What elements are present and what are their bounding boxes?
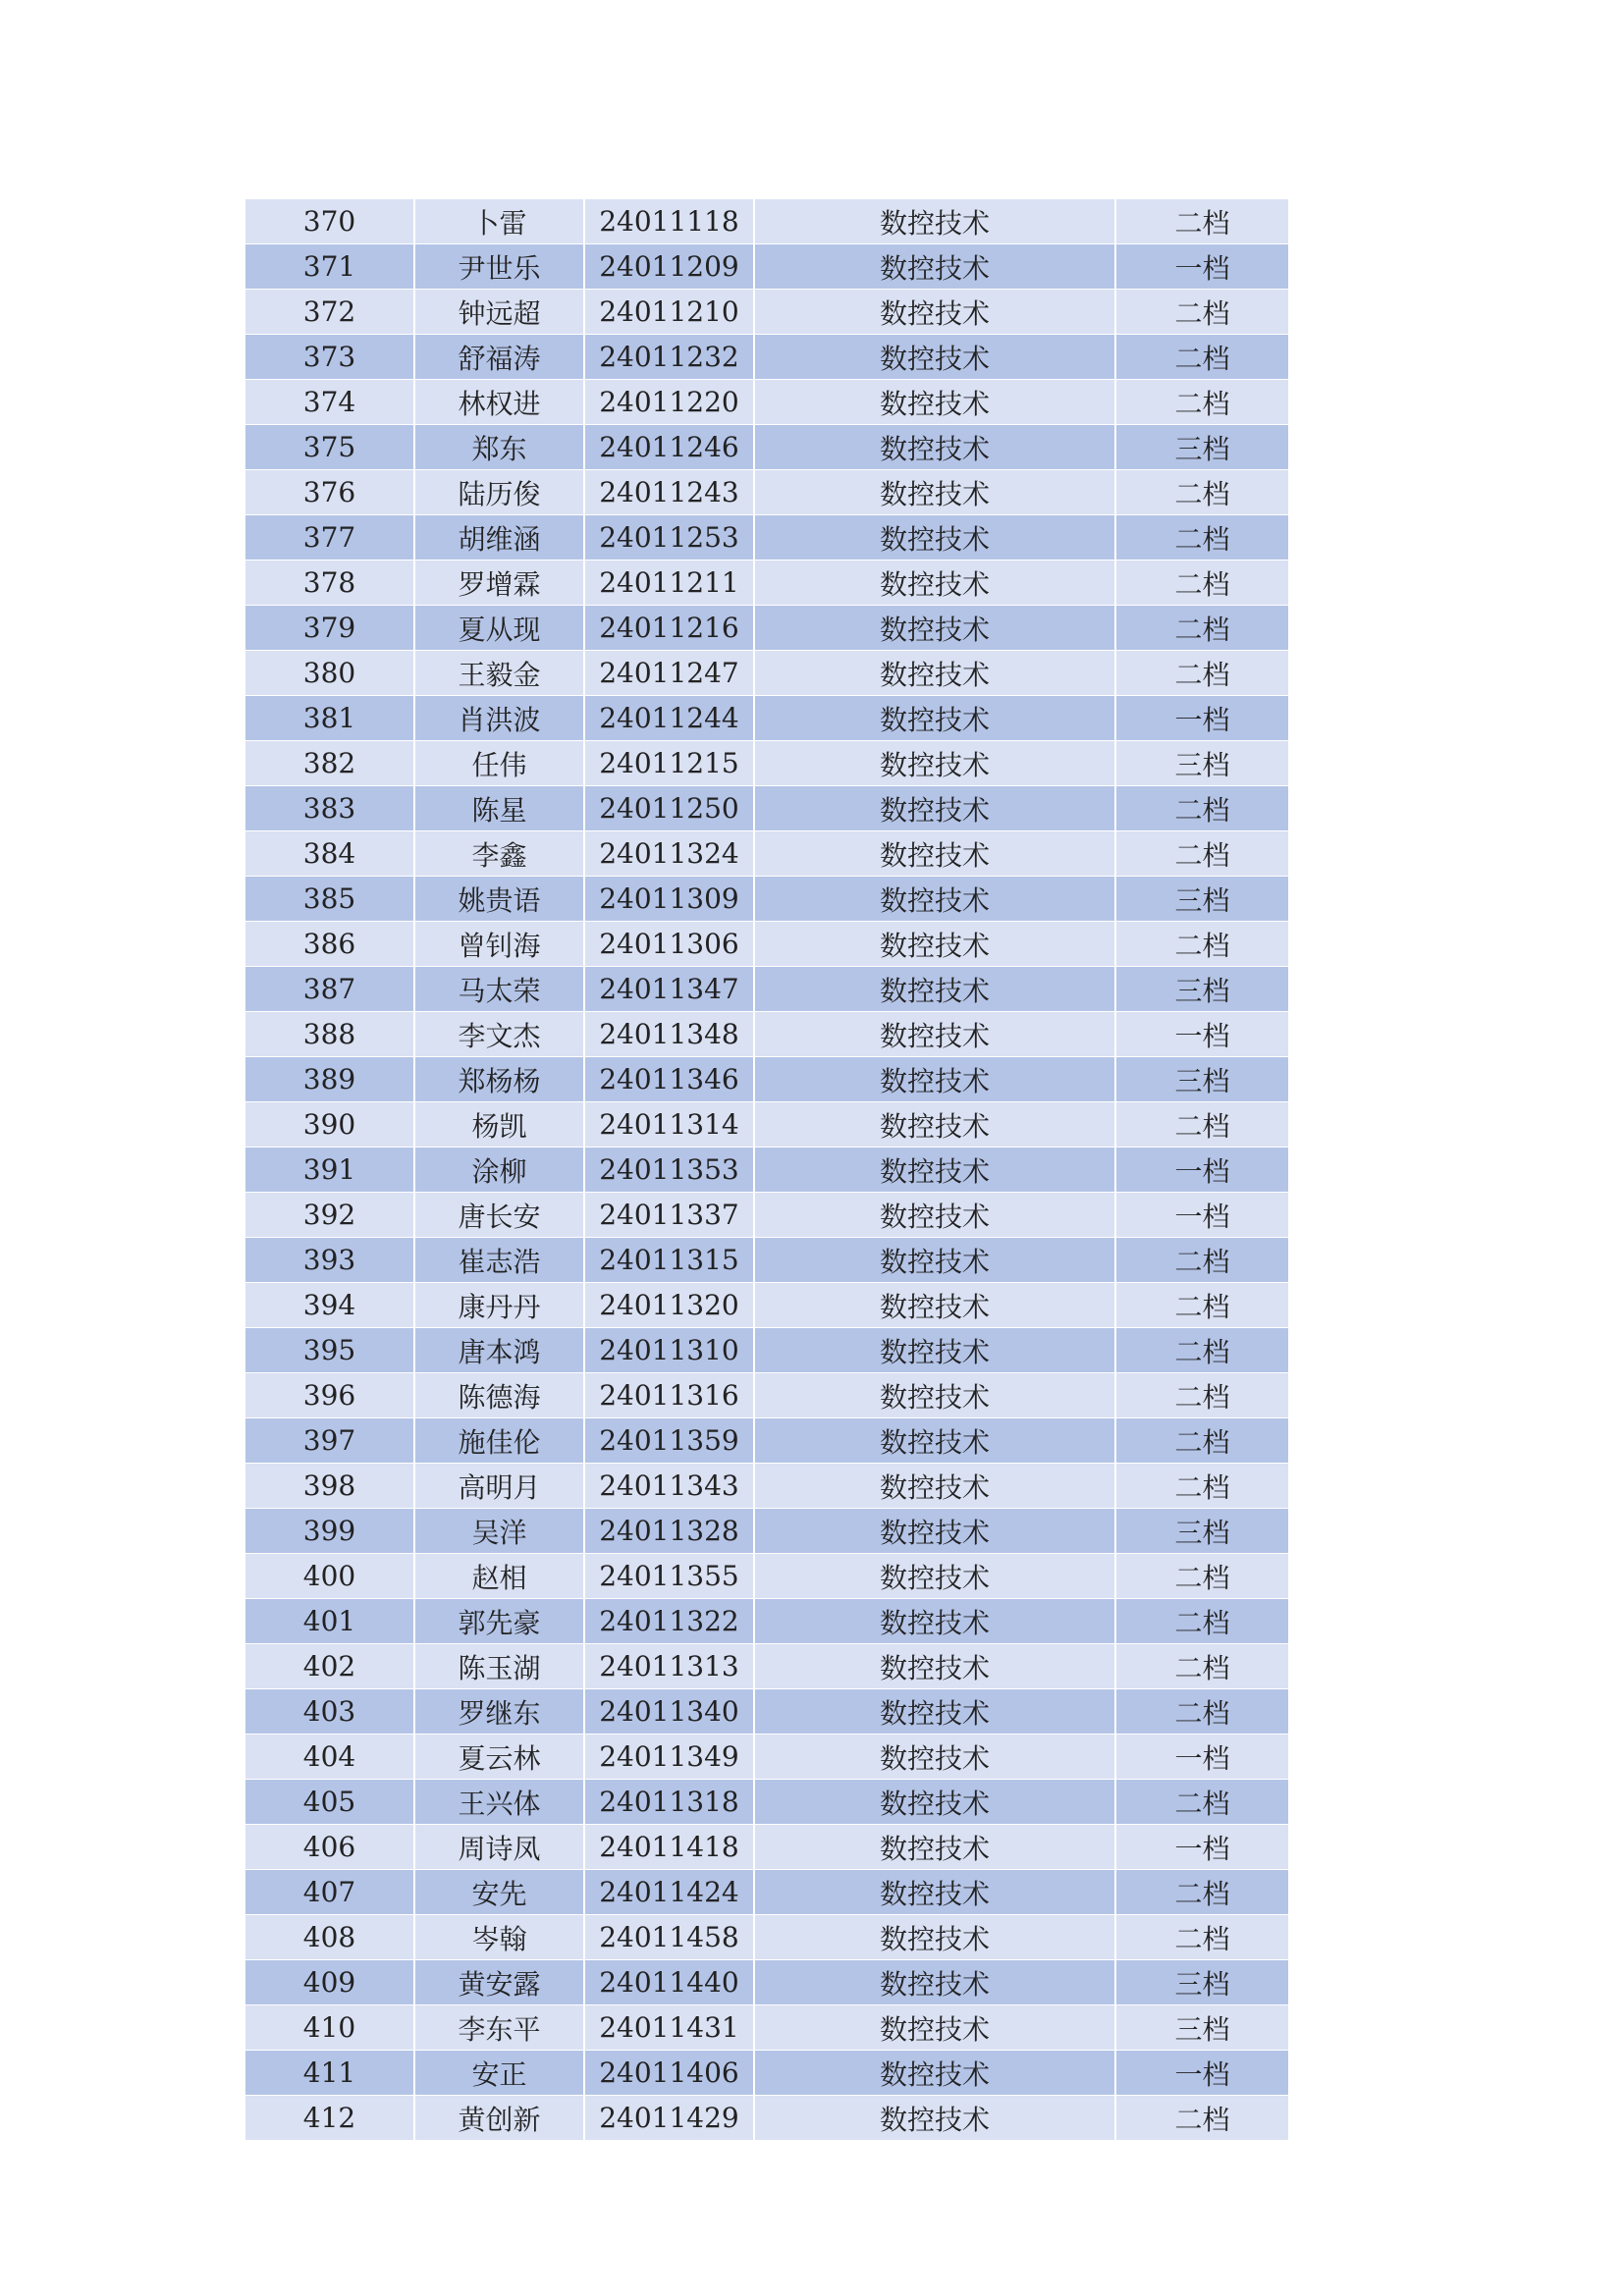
grade-cell: 三档	[1115, 2005, 1288, 2051]
table-row	[245, 561, 1288, 606]
name-cell: 康丹丹	[414, 1283, 584, 1328]
seq-cell: 394	[245, 1283, 414, 1328]
seq-cell: 387	[245, 967, 414, 1012]
seq-cell: 378	[245, 561, 414, 606]
name-cell: 岑翰	[414, 1915, 584, 1960]
table-row	[245, 199, 1288, 244]
name-cell: 曾钊海	[414, 922, 584, 967]
grade-cell: 一档	[1115, 1825, 1288, 1870]
student-id-cell: 24011232	[584, 335, 754, 380]
grade-cell: 二档	[1115, 380, 1288, 425]
table-row	[245, 380, 1288, 425]
table-row	[245, 1735, 1288, 1780]
grade-cell: 三档	[1115, 967, 1288, 1012]
grade-cell: 二档	[1115, 1464, 1288, 1509]
seq-cell: 392	[245, 1193, 414, 1238]
name-cell: 郑杨杨	[414, 1057, 584, 1102]
name-cell: 崔志浩	[414, 1238, 584, 1283]
student-id-cell: 24011347	[584, 967, 754, 1012]
table-row	[245, 244, 1288, 290]
name-cell: 郑东	[414, 425, 584, 470]
grade-cell: 三档	[1115, 425, 1288, 470]
grade-cell: 一档	[1115, 1193, 1288, 1238]
student-id-cell: 24011440	[584, 1960, 754, 2005]
student-id-cell: 24011220	[584, 380, 754, 425]
seq-cell: 379	[245, 606, 414, 651]
name-cell: 陈德海	[414, 1373, 584, 1418]
grade-cell: 三档	[1115, 1057, 1288, 1102]
name-cell: 吴洋	[414, 1509, 584, 1554]
major-cell: 数控技术	[754, 1418, 1115, 1464]
table-row	[245, 1689, 1288, 1735]
seq-cell: 372	[245, 290, 414, 335]
grade-cell: 二档	[1115, 1554, 1288, 1599]
major-cell: 数控技术	[754, 1148, 1115, 1193]
table-row	[245, 831, 1288, 877]
major-cell: 数控技术	[754, 696, 1115, 741]
table-row	[245, 1960, 1288, 2005]
major-cell: 数控技术	[754, 831, 1115, 877]
major-cell: 数控技术	[754, 1102, 1115, 1148]
seq-cell: 388	[245, 1012, 414, 1057]
student-id-cell: 24011431	[584, 2005, 754, 2051]
grade-cell: 二档	[1115, 786, 1288, 831]
table-row	[245, 696, 1288, 741]
seq-cell: 396	[245, 1373, 414, 1418]
seq-cell: 406	[245, 1825, 414, 1870]
seq-cell: 408	[245, 1915, 414, 1960]
name-cell: 安正	[414, 2051, 584, 2096]
table-row	[245, 2051, 1288, 2096]
grade-cell: 二档	[1115, 1870, 1288, 1915]
name-cell: 王兴体	[414, 1780, 584, 1825]
grade-cell: 二档	[1115, 1599, 1288, 1644]
major-cell: 数控技术	[754, 1193, 1115, 1238]
name-cell: 李鑫	[414, 831, 584, 877]
table-row	[245, 1102, 1288, 1148]
seq-cell: 403	[245, 1689, 414, 1735]
table-row	[245, 1825, 1288, 1870]
major-cell: 数控技术	[754, 1238, 1115, 1283]
seq-cell: 409	[245, 1960, 414, 2005]
major-cell: 数控技术	[754, 1915, 1115, 1960]
table-row	[245, 1464, 1288, 1509]
seq-cell: 393	[245, 1238, 414, 1283]
name-cell: 高明月	[414, 1464, 584, 1509]
name-cell: 姚贵语	[414, 877, 584, 922]
student-id-cell: 24011244	[584, 696, 754, 741]
major-cell: 数控技术	[754, 877, 1115, 922]
table-row	[245, 2005, 1288, 2051]
seq-cell: 389	[245, 1057, 414, 1102]
student-id-cell: 24011315	[584, 1238, 754, 1283]
grade-cell: 二档	[1115, 1102, 1288, 1148]
name-cell: 涂柳	[414, 1148, 584, 1193]
student-id-cell: 24011215	[584, 741, 754, 786]
student-id-cell: 24011355	[584, 1554, 754, 1599]
student-id-cell: 24011349	[584, 1735, 754, 1780]
major-cell: 数控技术	[754, 2096, 1115, 2141]
name-cell: 唐长安	[414, 1193, 584, 1238]
table-row	[245, 1193, 1288, 1238]
table-row	[245, 1644, 1288, 1689]
student-id-cell: 24011324	[584, 831, 754, 877]
seq-cell: 375	[245, 425, 414, 470]
major-cell: 数控技术	[754, 1057, 1115, 1102]
seq-cell: 377	[245, 515, 414, 561]
name-cell: 钟远超	[414, 290, 584, 335]
student-id-cell: 24011340	[584, 1689, 754, 1735]
major-cell: 数控技术	[754, 1283, 1115, 1328]
student-id-cell: 24011316	[584, 1373, 754, 1418]
table-row	[245, 1780, 1288, 1825]
table-row	[245, 2096, 1288, 2141]
major-cell: 数控技术	[754, 1870, 1115, 1915]
student-id-cell: 24011320	[584, 1283, 754, 1328]
grade-cell: 一档	[1115, 1148, 1288, 1193]
table-row	[245, 1554, 1288, 1599]
grade-cell: 二档	[1115, 1238, 1288, 1283]
name-cell: 胡维涵	[414, 515, 584, 561]
major-cell: 数控技术	[754, 1825, 1115, 1870]
seq-cell: 390	[245, 1102, 414, 1148]
student-id-cell: 24011313	[584, 1644, 754, 1689]
grade-cell: 二档	[1115, 1644, 1288, 1689]
student-id-cell: 24011216	[584, 606, 754, 651]
name-cell: 安先	[414, 1870, 584, 1915]
grade-cell: 二档	[1115, 515, 1288, 561]
name-cell: 马太荣	[414, 967, 584, 1012]
major-cell: 数控技术	[754, 741, 1115, 786]
grade-cell: 二档	[1115, 606, 1288, 651]
student-id-cell: 24011243	[584, 470, 754, 515]
grade-cell: 三档	[1115, 1509, 1288, 1554]
table-row	[245, 877, 1288, 922]
seq-cell: 407	[245, 1870, 414, 1915]
name-cell: 陈星	[414, 786, 584, 831]
student-id-cell: 24011211	[584, 561, 754, 606]
student-id-cell: 24011328	[584, 1509, 754, 1554]
grade-cell: 一档	[1115, 244, 1288, 290]
name-cell: 李东平	[414, 2005, 584, 2051]
name-cell: 赵相	[414, 1554, 584, 1599]
major-cell: 数控技术	[754, 470, 1115, 515]
table-row	[245, 741, 1288, 786]
table-row	[245, 470, 1288, 515]
student-id-cell: 24011353	[584, 1148, 754, 1193]
major-cell: 数控技术	[754, 1689, 1115, 1735]
grade-cell: 二档	[1115, 1780, 1288, 1825]
major-cell: 数控技术	[754, 1509, 1115, 1554]
seq-cell: 384	[245, 831, 414, 877]
seq-cell: 371	[245, 244, 414, 290]
grade-cell: 二档	[1115, 470, 1288, 515]
major-cell: 数控技术	[754, 967, 1115, 1012]
table-row	[245, 515, 1288, 561]
name-cell: 林权进	[414, 380, 584, 425]
seq-cell: 405	[245, 1780, 414, 1825]
grade-cell: 一档	[1115, 1012, 1288, 1057]
table-row	[245, 425, 1288, 470]
name-cell: 舒福涛	[414, 335, 584, 380]
grade-cell: 一档	[1115, 2051, 1288, 2096]
student-id-cell: 24011424	[584, 1870, 754, 1915]
name-cell: 周诗凤	[414, 1825, 584, 1870]
grade-cell: 二档	[1115, 2096, 1288, 2141]
name-cell: 李文杰	[414, 1012, 584, 1057]
table-row	[245, 1870, 1288, 1915]
table-row	[245, 1373, 1288, 1418]
major-cell: 数控技术	[754, 1780, 1115, 1825]
grade-cell: 二档	[1115, 831, 1288, 877]
grade-cell: 二档	[1115, 922, 1288, 967]
table-row	[245, 1012, 1288, 1057]
major-cell: 数控技术	[754, 380, 1115, 425]
grade-cell: 二档	[1115, 1689, 1288, 1735]
major-cell: 数控技术	[754, 786, 1115, 831]
student-id-cell: 24011418	[584, 1825, 754, 1870]
grade-cell: 二档	[1115, 1373, 1288, 1418]
student-id-cell: 24011253	[584, 515, 754, 561]
table-row	[245, 922, 1288, 967]
student-id-cell: 24011210	[584, 290, 754, 335]
major-cell: 数控技术	[754, 1373, 1115, 1418]
student-id-cell: 24011322	[584, 1599, 754, 1644]
seq-cell: 401	[245, 1599, 414, 1644]
table-row	[245, 1283, 1288, 1328]
major-cell: 数控技术	[754, 1644, 1115, 1689]
major-cell: 数控技术	[754, 2005, 1115, 2051]
name-cell: 杨凯	[414, 1102, 584, 1148]
grade-cell: 二档	[1115, 199, 1288, 244]
name-cell: 陈玉湖	[414, 1644, 584, 1689]
major-cell: 数控技术	[754, 922, 1115, 967]
student-id-cell: 24011348	[584, 1012, 754, 1057]
name-cell: 王毅金	[414, 651, 584, 696]
student-id-cell: 24011118	[584, 199, 754, 244]
major-cell: 数控技术	[754, 199, 1115, 244]
name-cell: 郭先豪	[414, 1599, 584, 1644]
seq-cell: 374	[245, 380, 414, 425]
student-id-cell: 24011346	[584, 1057, 754, 1102]
grade-cell: 三档	[1115, 1960, 1288, 2005]
major-cell: 数控技术	[754, 335, 1115, 380]
table-row	[245, 1238, 1288, 1283]
grade-cell: 二档	[1115, 290, 1288, 335]
grade-cell: 二档	[1115, 561, 1288, 606]
seq-cell: 386	[245, 922, 414, 967]
table-row	[245, 1057, 1288, 1102]
student-table	[245, 199, 1288, 2141]
seq-cell: 382	[245, 741, 414, 786]
major-cell: 数控技术	[754, 1328, 1115, 1373]
seq-cell: 398	[245, 1464, 414, 1509]
seq-cell: 383	[245, 786, 414, 831]
seq-cell: 412	[245, 2096, 414, 2141]
major-cell: 数控技术	[754, 1012, 1115, 1057]
grade-cell: 二档	[1115, 1283, 1288, 1328]
table-row	[245, 606, 1288, 651]
grade-cell: 二档	[1115, 651, 1288, 696]
name-cell: 黄创新	[414, 2096, 584, 2141]
major-cell: 数控技术	[754, 425, 1115, 470]
table-row	[245, 967, 1288, 1012]
student-id-cell: 24011306	[584, 922, 754, 967]
seq-cell: 370	[245, 199, 414, 244]
seq-cell: 380	[245, 651, 414, 696]
table-row	[245, 335, 1288, 380]
grade-cell: 一档	[1115, 1735, 1288, 1780]
name-cell: 肖洪波	[414, 696, 584, 741]
table-row	[245, 1148, 1288, 1193]
student-id-cell: 24011309	[584, 877, 754, 922]
seq-cell: 399	[245, 1509, 414, 1554]
seq-cell: 373	[245, 335, 414, 380]
student-id-cell: 24011406	[584, 2051, 754, 2096]
major-cell: 数控技术	[754, 561, 1115, 606]
name-cell: 尹世乐	[414, 244, 584, 290]
student-id-cell: 24011314	[584, 1102, 754, 1148]
student-table-body	[245, 199, 1288, 2141]
name-cell: 陆历俊	[414, 470, 584, 515]
grade-cell: 三档	[1115, 877, 1288, 922]
table-row	[245, 1915, 1288, 1960]
student-id-cell: 24011247	[584, 651, 754, 696]
grade-cell: 二档	[1115, 1418, 1288, 1464]
name-cell: 施佳伦	[414, 1418, 584, 1464]
student-id-cell: 24011246	[584, 425, 754, 470]
seq-cell: 376	[245, 470, 414, 515]
student-id-cell: 24011318	[584, 1780, 754, 1825]
name-cell: 任伟	[414, 741, 584, 786]
student-id-cell: 24011337	[584, 1193, 754, 1238]
student-id-cell: 24011359	[584, 1418, 754, 1464]
major-cell: 数控技术	[754, 1960, 1115, 2005]
major-cell: 数控技术	[754, 515, 1115, 561]
table-row	[245, 786, 1288, 831]
major-cell: 数控技术	[754, 1599, 1115, 1644]
major-cell: 数控技术	[754, 606, 1115, 651]
grade-cell: 三档	[1115, 741, 1288, 786]
table-row	[245, 290, 1288, 335]
name-cell: 夏从现	[414, 606, 584, 651]
major-cell: 数控技术	[754, 651, 1115, 696]
student-id-cell: 24011209	[584, 244, 754, 290]
student-id-cell: 24011429	[584, 2096, 754, 2141]
major-cell: 数控技术	[754, 290, 1115, 335]
name-cell: 罗继东	[414, 1689, 584, 1735]
name-cell: 黄安露	[414, 1960, 584, 2005]
name-cell: 唐本鸿	[414, 1328, 584, 1373]
seq-cell: 400	[245, 1554, 414, 1599]
major-cell: 数控技术	[754, 1554, 1115, 1599]
grade-cell: 二档	[1115, 335, 1288, 380]
grade-cell: 一档	[1115, 696, 1288, 741]
name-cell: 罗增霖	[414, 561, 584, 606]
student-id-cell: 24011250	[584, 786, 754, 831]
table-row	[245, 651, 1288, 696]
seq-cell: 395	[245, 1328, 414, 1373]
seq-cell: 397	[245, 1418, 414, 1464]
major-cell: 数控技术	[754, 1735, 1115, 1780]
name-cell: 卜雷	[414, 199, 584, 244]
seq-cell: 411	[245, 2051, 414, 2096]
major-cell: 数控技术	[754, 1464, 1115, 1509]
student-id-cell: 24011310	[584, 1328, 754, 1373]
major-cell: 数控技术	[754, 244, 1115, 290]
table-row	[245, 1418, 1288, 1464]
grade-cell: 二档	[1115, 1915, 1288, 1960]
seq-cell: 402	[245, 1644, 414, 1689]
table-row	[245, 1328, 1288, 1373]
student-id-cell: 24011458	[584, 1915, 754, 1960]
name-cell: 夏云林	[414, 1735, 584, 1780]
seq-cell: 381	[245, 696, 414, 741]
seq-cell: 385	[245, 877, 414, 922]
grade-cell: 二档	[1115, 1328, 1288, 1373]
seq-cell: 410	[245, 2005, 414, 2051]
major-cell: 数控技术	[754, 2051, 1115, 2096]
student-id-cell: 24011343	[584, 1464, 754, 1509]
table-row	[245, 1599, 1288, 1644]
table-row	[245, 1509, 1288, 1554]
seq-cell: 404	[245, 1735, 414, 1780]
seq-cell: 391	[245, 1148, 414, 1193]
